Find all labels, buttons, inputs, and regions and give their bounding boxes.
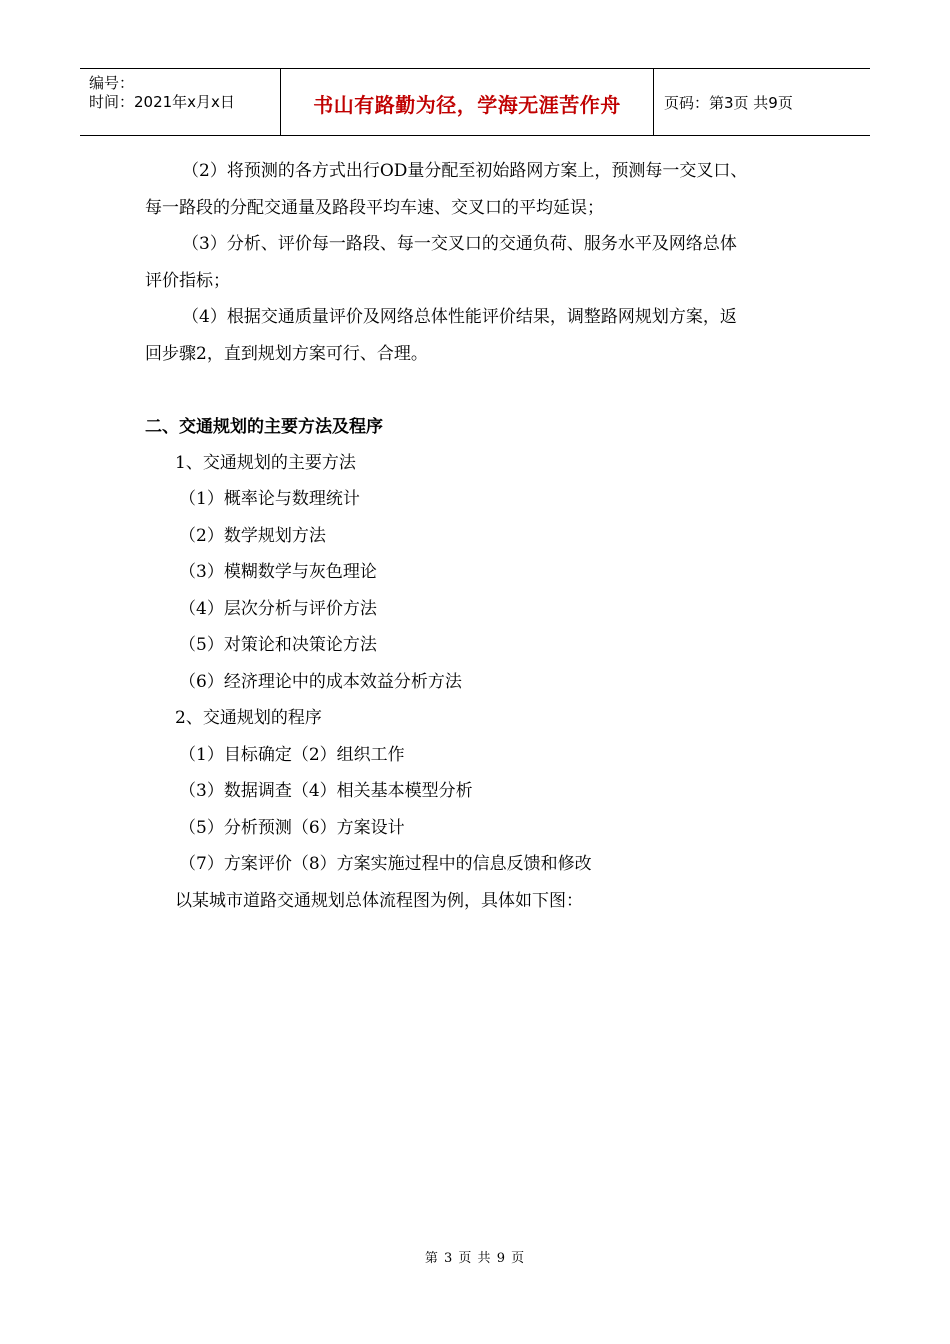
paragraph-step-2-line-1: （2）将预测的各方式出行OD量分配至初始路网方案上，预测每一交叉口、 bbox=[182, 161, 748, 181]
document-date: 时间：2021年x月x日 bbox=[89, 93, 235, 111]
header-page-info: 页码：第3页 共9页 bbox=[664, 93, 793, 112]
method-item: （5）对策论和决策论方法 bbox=[179, 635, 377, 655]
paragraph-step-3-line-1: （3）分析、评价每一路段、每一交叉口的交通负荷、服务水平及网络总体 bbox=[182, 234, 737, 254]
page-header bbox=[80, 68, 870, 136]
document-number: 编号： bbox=[89, 74, 135, 92]
paragraph-step-3-line-2: 评价指标； bbox=[145, 271, 230, 291]
method-item: （3）模糊数学与灰色理论 bbox=[179, 562, 377, 582]
header-meta-cell bbox=[80, 69, 281, 135]
procedure-item: （7）方案评价（8）方案实施过程中的信息反馈和修改 bbox=[179, 854, 592, 874]
header-motto: 书山有路勤为径，学海无涯苦作舟 bbox=[313, 92, 621, 117]
method-item: （2）数学规划方法 bbox=[179, 526, 326, 546]
procedure-item: （1）目标确定（2）组织工作 bbox=[179, 745, 405, 765]
header-page-cell bbox=[654, 69, 870, 135]
closing-sentence: 以某城市道路交通规划总体流程图为例，具体如下图： bbox=[175, 891, 583, 911]
section-heading: 二、交通规划的主要方法及程序 bbox=[145, 417, 383, 437]
paragraph-step-4-line-1: （4）根据交通质量评价及网络总体性能评价结果，调整路网规划方案，返 bbox=[182, 307, 737, 327]
page-footer: 第 3 页 共 9 页 bbox=[424, 1251, 526, 1266]
header-motto-cell bbox=[281, 69, 654, 135]
subsection-methods-title: 1、交通规划的主要方法 bbox=[175, 453, 356, 473]
paragraph-step-4-line-2: 回步骤2，直到规划方案可行、合理。 bbox=[145, 344, 428, 364]
procedure-item: （3）数据调查（4）相关基本模型分析 bbox=[179, 781, 473, 801]
paragraph-step-2-line-2: 每一路段的分配交通量及路段平均车速、交叉口的平均延误； bbox=[145, 198, 604, 218]
method-item: （4）层次分析与评价方法 bbox=[179, 599, 377, 619]
subsection-procedure-title: 2、交通规划的程序 bbox=[175, 708, 322, 728]
method-item: （1）概率论与数理统计 bbox=[179, 489, 360, 509]
method-item: （6）经济理论中的成本效益分析方法 bbox=[179, 672, 462, 692]
procedure-item: （5）分析预测（6）方案设计 bbox=[179, 818, 405, 838]
